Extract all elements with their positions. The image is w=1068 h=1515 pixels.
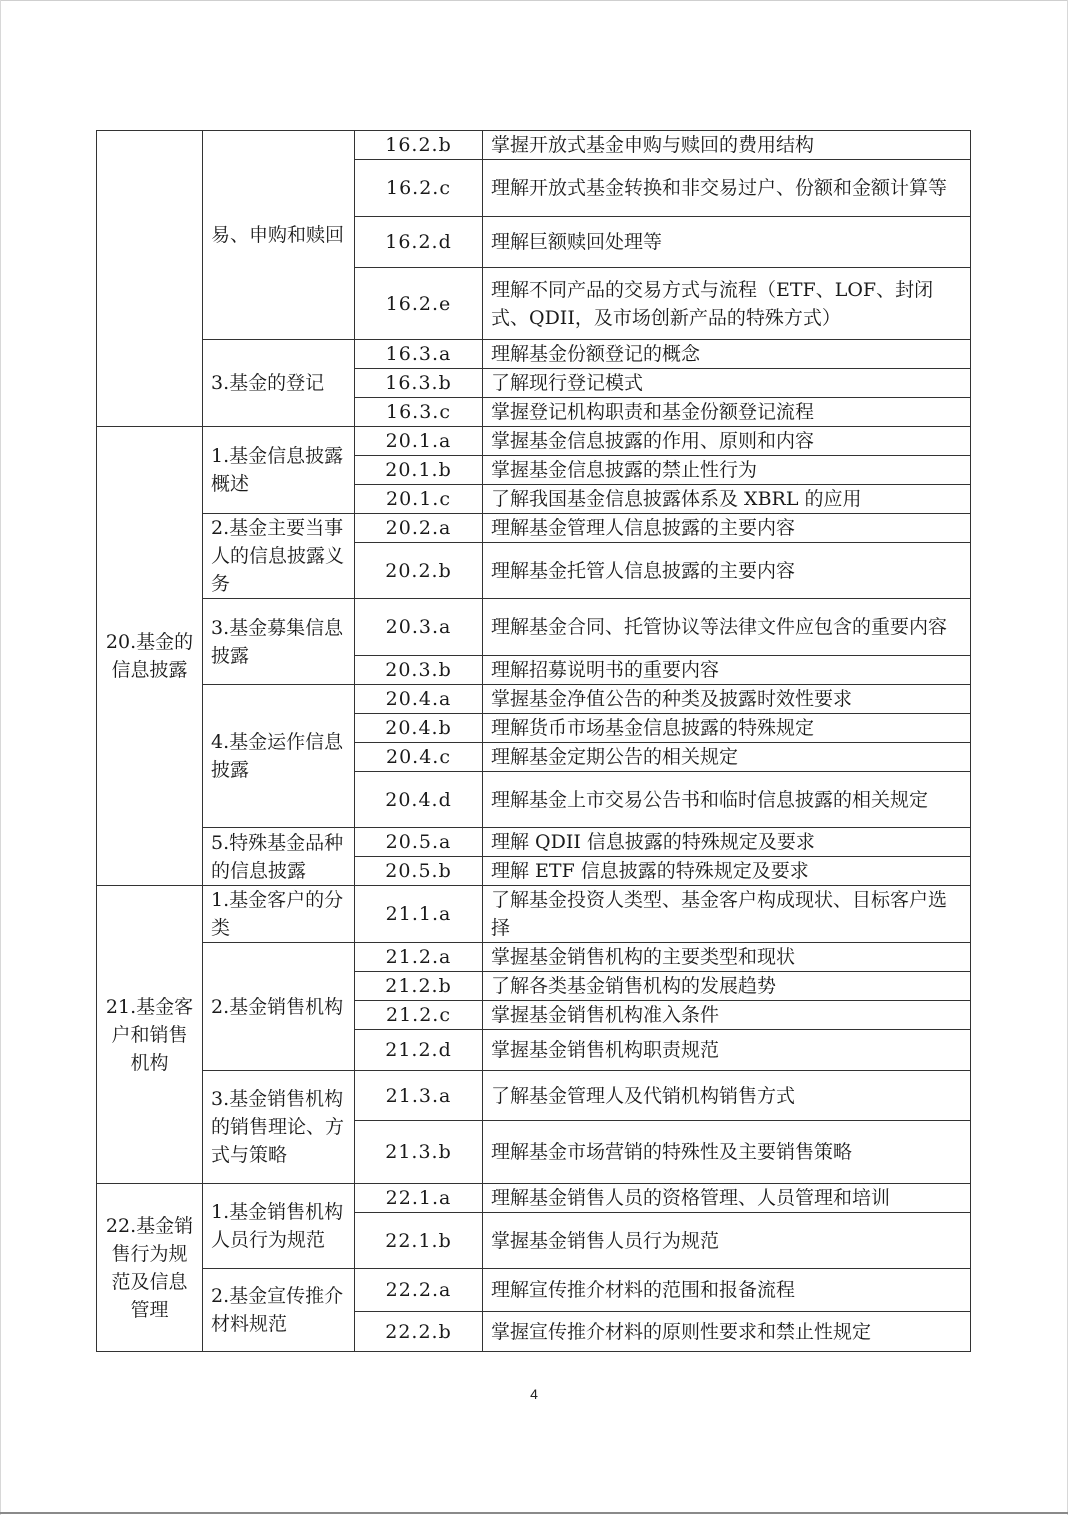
section-cell: 4.基金运作信息披露 <box>203 685 355 828</box>
requirement-cell: 理解基金合同、托管协议等法律文件应包含的重要内容 <box>483 599 971 656</box>
code-cell: 16.3.c <box>355 398 483 427</box>
requirement-cell: 理解 ETF 信息披露的特殊规定及要求 <box>483 857 971 886</box>
code-cell: 21.2.d <box>355 1030 483 1071</box>
code-cell: 20.4.a <box>355 685 483 714</box>
code-cell: 16.3.b <box>355 369 483 398</box>
requirement-cell: 了解现行登记模式 <box>483 369 971 398</box>
requirement-cell: 理解基金托管人信息披露的主要内容 <box>483 543 971 599</box>
requirement-cell: 掌握基金信息披露的禁止性行为 <box>483 456 971 485</box>
code-cell: 16.3.a <box>355 340 483 369</box>
table-row <box>97 886 971 943</box>
table-row <box>97 1071 971 1121</box>
code-cell: 16.2.b <box>355 131 483 160</box>
code-cell: 21.2.a <box>355 943 483 972</box>
requirement-cell: 理解基金市场营销的特殊性及主要销售策略 <box>483 1121 971 1184</box>
requirement-cell: 了解基金管理人及代销机构销售方式 <box>483 1071 971 1121</box>
code-cell: 21.3.b <box>355 1121 483 1184</box>
requirement-cell: 掌握基金净值公告的种类及披露时效性要求 <box>483 685 971 714</box>
requirement-cell: 理解巨额赎回处理等 <box>483 217 971 268</box>
section-cell: 5.特殊基金品种的信息披露 <box>203 828 355 886</box>
code-cell: 20.1.a <box>355 427 483 456</box>
requirement-cell: 理解宣传推介材料的范围和报备流程 <box>483 1269 971 1312</box>
page-frame-left <box>0 0 1 1515</box>
code-cell: 21.1.a <box>355 886 483 943</box>
code-cell: 22.1.b <box>355 1213 483 1269</box>
requirement-cell: 理解开放式基金转换和非交易过户、份额和金额计算等 <box>483 160 971 217</box>
requirement-cell: 掌握基金销售机构职责规范 <box>483 1030 971 1071</box>
code-cell: 21.3.a <box>355 1071 483 1121</box>
requirement-cell: 掌握宣传推介材料的原则性要求和禁止性规定 <box>483 1312 971 1352</box>
code-cell: 22.1.a <box>355 1184 483 1213</box>
code-cell: 16.2.c <box>355 160 483 217</box>
chapter-cell: 22.基金销售行为规范及信息管理 <box>97 1184 203 1352</box>
section-cell: 1.基金销售机构人员行为规范 <box>203 1184 355 1269</box>
table-row <box>97 828 971 857</box>
section-cell: 2.基金宣传推介材料规范 <box>203 1269 355 1352</box>
code-cell: 20.3.a <box>355 599 483 656</box>
section-cell: 1.基金客户的分类 <box>203 886 355 943</box>
requirement-cell: 理解不同产品的交易方式与流程（ETF、LOF、封闭式、QDII，及市场创新产品的特殊方式） <box>483 268 971 340</box>
section-cell: 易、申购和赎回 <box>203 131 355 340</box>
table-row <box>97 943 971 972</box>
requirement-cell: 了解各类基金销售机构的发展趋势 <box>483 972 971 1001</box>
requirement-cell: 掌握基金信息披露的作用、原则和内容 <box>483 427 971 456</box>
section-cell: 1.基金信息披露概述 <box>203 427 355 514</box>
table-row <box>97 340 971 369</box>
requirement-cell: 了解基金投资人类型、基金客户构成现状、目标客户选择 <box>483 886 971 943</box>
requirement-cell: 理解基金定期公告的相关规定 <box>483 743 971 772</box>
requirement-cell: 掌握基金销售机构准入条件 <box>483 1001 971 1030</box>
section-cell: 3.基金募集信息披露 <box>203 599 355 685</box>
requirement-cell: 理解基金份额登记的概念 <box>483 340 971 369</box>
table-row <box>97 514 971 543</box>
requirement-cell: 了解我国基金信息披露体系及 XBRL 的应用 <box>483 485 971 514</box>
code-cell: 16.2.d <box>355 217 483 268</box>
requirement-cell: 掌握基金销售机构的主要类型和现状 <box>483 943 971 972</box>
requirement-cell: 理解 QDII 信息披露的特殊规定及要求 <box>483 828 971 857</box>
requirement-cell: 掌握基金销售人员行为规范 <box>483 1213 971 1269</box>
code-cell: 20.2.b <box>355 543 483 599</box>
requirement-cell: 掌握开放式基金申购与赎回的费用结构 <box>483 131 971 160</box>
chapter-cell-empty <box>97 131 203 427</box>
code-cell: 20.1.c <box>355 485 483 514</box>
requirement-cell: 理解基金管理人信息披露的主要内容 <box>483 514 971 543</box>
code-cell: 20.3.b <box>355 656 483 685</box>
code-cell: 22.2.a <box>355 1269 483 1312</box>
code-cell: 20.5.a <box>355 828 483 857</box>
section-cell: 2.基金销售机构 <box>203 943 355 1071</box>
table-row <box>97 685 971 714</box>
requirement-cell: 理解基金上市交易公告书和临时信息披露的相关规定 <box>483 772 971 828</box>
code-cell: 20.4.b <box>355 714 483 743</box>
code-cell: 20.1.b <box>355 456 483 485</box>
code-cell: 20.4.d <box>355 772 483 828</box>
requirement-cell: 理解货币市场基金信息披露的特殊规定 <box>483 714 971 743</box>
table-row <box>97 599 971 656</box>
requirement-cell: 掌握登记机构职责和基金份额登记流程 <box>483 398 971 427</box>
code-cell: 20.2.a <box>355 514 483 543</box>
code-cell: 20.4.c <box>355 743 483 772</box>
requirement-cell: 理解招募说明书的重要内容 <box>483 656 971 685</box>
syllabus-table <box>96 130 971 1352</box>
code-cell: 20.5.b <box>355 857 483 886</box>
page-frame-bottom <box>0 1512 1068 1514</box>
code-cell: 22.2.b <box>355 1312 483 1352</box>
section-cell: 2.基金主要当事人的信息披露义务 <box>203 514 355 599</box>
table-row <box>97 131 971 160</box>
code-cell: 21.2.c <box>355 1001 483 1030</box>
table-row <box>97 1184 971 1213</box>
code-cell: 16.2.e <box>355 268 483 340</box>
table-row <box>97 1269 971 1312</box>
requirement-cell: 理解基金销售人员的资格管理、人员管理和培训 <box>483 1184 971 1213</box>
page-number: 4 <box>530 1386 538 1402</box>
section-cell: 3.基金销售机构的销售理论、方式与策略 <box>203 1071 355 1184</box>
code-cell: 21.2.b <box>355 972 483 1001</box>
page-frame-top <box>0 0 1068 1</box>
chapter-cell: 21.基金客户和销售机构 <box>97 886 203 1184</box>
section-cell: 3.基金的登记 <box>203 340 355 427</box>
chapter-cell: 20.基金的信息披露 <box>97 427 203 886</box>
table-row <box>97 427 971 456</box>
